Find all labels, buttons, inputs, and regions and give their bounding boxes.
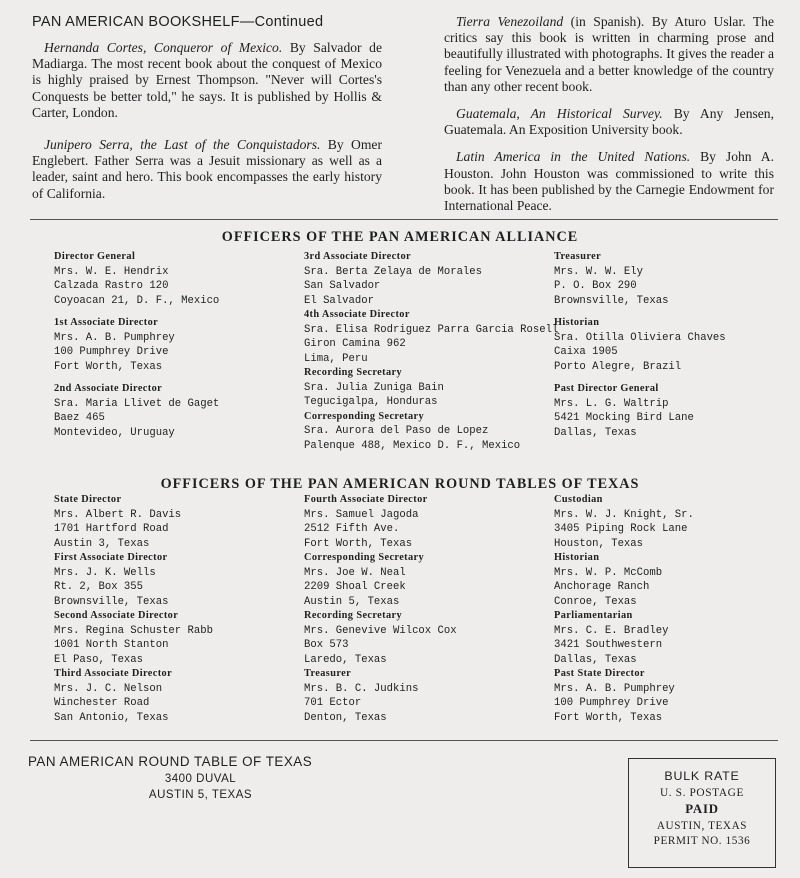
divider: [30, 219, 778, 220]
spacer: [54, 308, 219, 316]
officer-line: 1001 North Stanton: [54, 639, 169, 651]
officer-line: Fort Worth, Texas: [554, 711, 663, 724]
officer-role: Treasurer: [554, 251, 602, 262]
officer-line: 701 Ector: [304, 697, 362, 709]
officer-line: Sra. Berta Zelaya de Morales: [304, 265, 483, 278]
bookshelf-heading-continued: Continued: [254, 14, 324, 30]
officer-line: Mrs. A. B. Pumphrey: [54, 331, 175, 344]
officer-line: Sra. Maria Llivet de Gaget: [54, 397, 220, 410]
postage-line: U. S. POSTAGE: [659, 787, 745, 799]
officer-line: Lima, Peru: [304, 352, 368, 365]
officer-line: 5421 Mocking Bird Lane: [554, 412, 694, 424]
officer-line: Mrs. W. J. Knight, Sr.: [554, 508, 694, 521]
book-entry: [444, 14, 774, 95]
spacer: [554, 374, 726, 382]
officer-line: El Salvador: [304, 294, 374, 307]
alliance-column-2: [304, 250, 558, 453]
officer-line: Mrs. Albert R. Davis: [54, 508, 182, 521]
officer-line: Mrs. B. C. Judkins: [304, 682, 419, 695]
officer-line: Mrs. W. W. Ely: [554, 265, 644, 278]
officer-line: Mrs. Samuel Jagoda: [304, 508, 419, 521]
roundtables-column-1: [54, 493, 213, 725]
officer-role: Corresponding Secretary: [304, 552, 425, 563]
alliance-column-1: [54, 250, 219, 440]
officer-line: Fort Worth, Texas: [304, 537, 413, 550]
book-entry: [444, 106, 774, 138]
officer-line: Austin 5, Texas: [304, 595, 400, 608]
return-address: [28, 754, 373, 801]
officer-role: Past State Director: [554, 668, 645, 679]
alliance-title: OFFICERS OF THE PAN AMERICAN ALLIANCE: [221, 229, 579, 245]
officer-line: Caixa 1905: [554, 346, 618, 358]
officer-line: Mrs. A. B. Pumphrey: [554, 682, 675, 695]
return-address-city: AUSTIN 5, TEXAS: [148, 789, 253, 801]
officer-line: Mrs. W. P. McComb: [554, 566, 663, 579]
officer-line: Dallas, Texas: [554, 426, 637, 439]
officer-role: Director General: [54, 251, 136, 262]
book-description: By Salvador de Madiarga. The most recent book about the conquest of Mexico is highly praised by Ernest Thompson. "Never will Cortes's Conquests be better told," he says. It is published by Hollis & Carter, London.: [32, 40, 382, 120]
officer-role: Past Director General: [554, 383, 659, 394]
officer-line: Mrs. Regina Schuster Rabb: [54, 624, 213, 637]
book-description: By Any Jensen, Guatemala. An Exposition University book.: [444, 106, 775, 138]
officer-line: Houston, Texas: [554, 537, 644, 550]
postage-line: AUSTIN, TEXAS: [656, 820, 748, 832]
book-title: Guatemala, An Historical Survey.: [456, 106, 663, 122]
officer-line: Mrs. J. C. Nelson: [54, 682, 163, 695]
officer-line: Dallas, Texas: [554, 653, 637, 666]
officer-line: Montevideo, Uruguay: [54, 426, 175, 439]
officer-line: 100 Pumphrey Drive: [554, 697, 669, 709]
officer-line: Baez 465: [54, 412, 105, 424]
officer-line: Fort Worth, Texas: [54, 360, 163, 373]
officer-line: Rt. 2, Box 355: [54, 581, 144, 593]
officer-line: P. O. Box 290: [554, 280, 637, 292]
roundtables-title: OFFICERS OF THE PAN AMERICAN ROUND TABLES OF TEXAS: [160, 476, 640, 492]
book-description: By John A. Houston. John Houston was commissioned to write this book. It has been published by the Carnegie Endowment for International Peace.: [444, 149, 774, 214]
officer-line: Winchester Road: [54, 697, 150, 709]
roundtables-column-3: [554, 493, 694, 725]
officer-line: Box 573: [304, 639, 349, 651]
roundtables-column-2: [304, 493, 457, 725]
return-address-street: 3400 DUVAL: [164, 773, 237, 785]
postage-indicia: [628, 758, 776, 868]
book-title: Junipero Serra, the Last of the Conquistadors.: [44, 137, 321, 153]
book-description: (in Spanish). By Aturo Uslar. The critics say this book is written in charming prose and beautifully illustrated with photographs. It gives the reader a feeling for Venezuela and a better knowledge of the country than any other recent book.: [444, 14, 774, 94]
officer-role: Recording Secretary: [304, 610, 403, 621]
bookshelf-left-column: [32, 14, 382, 213]
postage-line: BULK RATE: [664, 769, 740, 783]
book-title: Latin America in the United Nations.: [456, 149, 691, 165]
officer-role: Third Associate Director: [54, 668, 173, 679]
book-entry: [32, 40, 382, 121]
officer-line: 1701 Hartford Road: [54, 523, 169, 535]
officer-line: Giron Camina 962: [304, 338, 406, 350]
officer-role: Historian: [554, 317, 600, 328]
officer-line: 100 Pumphrey Drive: [54, 346, 169, 358]
book-entry: [32, 137, 382, 202]
bookshelf-section: [32, 14, 775, 214]
officer-line: Sra. Otilla Oliviera Chaves: [554, 331, 726, 344]
officer-role: Custodian: [554, 494, 603, 505]
officer-line: El Paso, Texas: [54, 653, 144, 666]
officer-line: Brownsville, Texas: [554, 294, 669, 307]
spacer: [54, 374, 219, 382]
officer-line: Tegucigalpa, Honduras: [304, 396, 438, 408]
officer-role: First Associate Director: [54, 552, 168, 563]
officer-role: Fourth Associate Director: [304, 494, 428, 505]
officer-role: 4th Associate Director: [304, 309, 410, 320]
book-title: Hernanda Cortes, Conqueror of Mexico.: [44, 40, 283, 55]
officer-line: 2512 Fifth Ave.: [304, 523, 400, 535]
postage-line: PERMIT NO. 1536: [653, 835, 751, 847]
officer-line: Austin 3, Texas: [54, 537, 150, 550]
officer-line: Sra. Elisa Rodriguez Parra Garcia Rosell: [304, 323, 559, 336]
officer-line: Coyoacan 21, D. F., Mexico: [54, 294, 220, 307]
officer-line: Mrs. L. G. Waltrip: [554, 397, 669, 410]
officer-role: State Director: [54, 494, 122, 505]
book-title: Tierra Venezoiland: [456, 14, 564, 29]
officer-line: San Antonio, Texas: [54, 711, 169, 724]
officer-role: Corresponding Secretary: [304, 410, 425, 422]
officer-role: 1st Associate Director: [54, 317, 159, 328]
officer-role: 3rd Associate Director: [304, 251, 411, 262]
officer-line: Mrs. Joe W. Neal: [304, 566, 406, 579]
bookshelf-right-column: [444, 14, 774, 225]
bookshelf-heading: [32, 14, 382, 30]
officer-role: Second Associate Director: [54, 610, 179, 621]
officer-line: 2209 Shoal Creek: [304, 581, 406, 593]
officer-line: Sra. Aurora del Paso de Lopez: [304, 425, 489, 437]
officer-line: Sra. Julia Zuniga Bain: [304, 381, 444, 394]
alliance-column-3: [554, 250, 726, 440]
officer-line: 3421 Southwestern: [554, 639, 663, 651]
officer-line: Conroe, Texas: [554, 595, 637, 608]
officer-line: Calzada Rastro 120: [54, 280, 169, 292]
officer-line: Anchorage Ranch: [554, 581, 650, 593]
officer-line: Porto Alegre, Brazil: [554, 360, 682, 373]
officer-role: 2nd Associate Director: [54, 383, 163, 394]
officer-line: Laredo, Texas: [304, 653, 387, 666]
officer-role: Historian: [554, 552, 600, 563]
postage-line: PAID: [685, 802, 719, 816]
divider: [30, 740, 778, 741]
bookshelf-heading-text: PAN AMERICAN BOOKSHELF—: [32, 14, 255, 30]
spacer: [554, 308, 726, 316]
officer-line: Palenque 488, Mexico D. F., Mexico: [304, 439, 521, 452]
officer-line: Mrs. C. E. Bradley: [554, 624, 669, 637]
officer-line: San Salvador: [304, 280, 381, 292]
officer-line: Mrs. Genevive Wilcox Cox: [304, 624, 457, 637]
officer-line: Mrs. J. K. Wells: [54, 566, 156, 579]
officer-line: Denton, Texas: [304, 711, 387, 724]
officer-role: Parliamentarian: [554, 610, 633, 621]
book-entry: [444, 149, 774, 214]
return-address-org: PAN AMERICAN ROUND TABLE OF TEXAS: [28, 754, 313, 769]
officer-line: Mrs. W. E. Hendrix: [54, 265, 169, 278]
officer-role: Recording Secretary: [304, 367, 403, 378]
officer-role: Treasurer: [304, 668, 352, 679]
officer-line: Brownsville, Texas: [54, 595, 169, 608]
officer-line: 3405 Piping Rock Lane: [554, 523, 688, 535]
book-description: By Omer Englebert. Father Serra was a Jesuit missionary as well as a leader, saint and hero. This book encompasses the early history of California.: [32, 137, 382, 201]
